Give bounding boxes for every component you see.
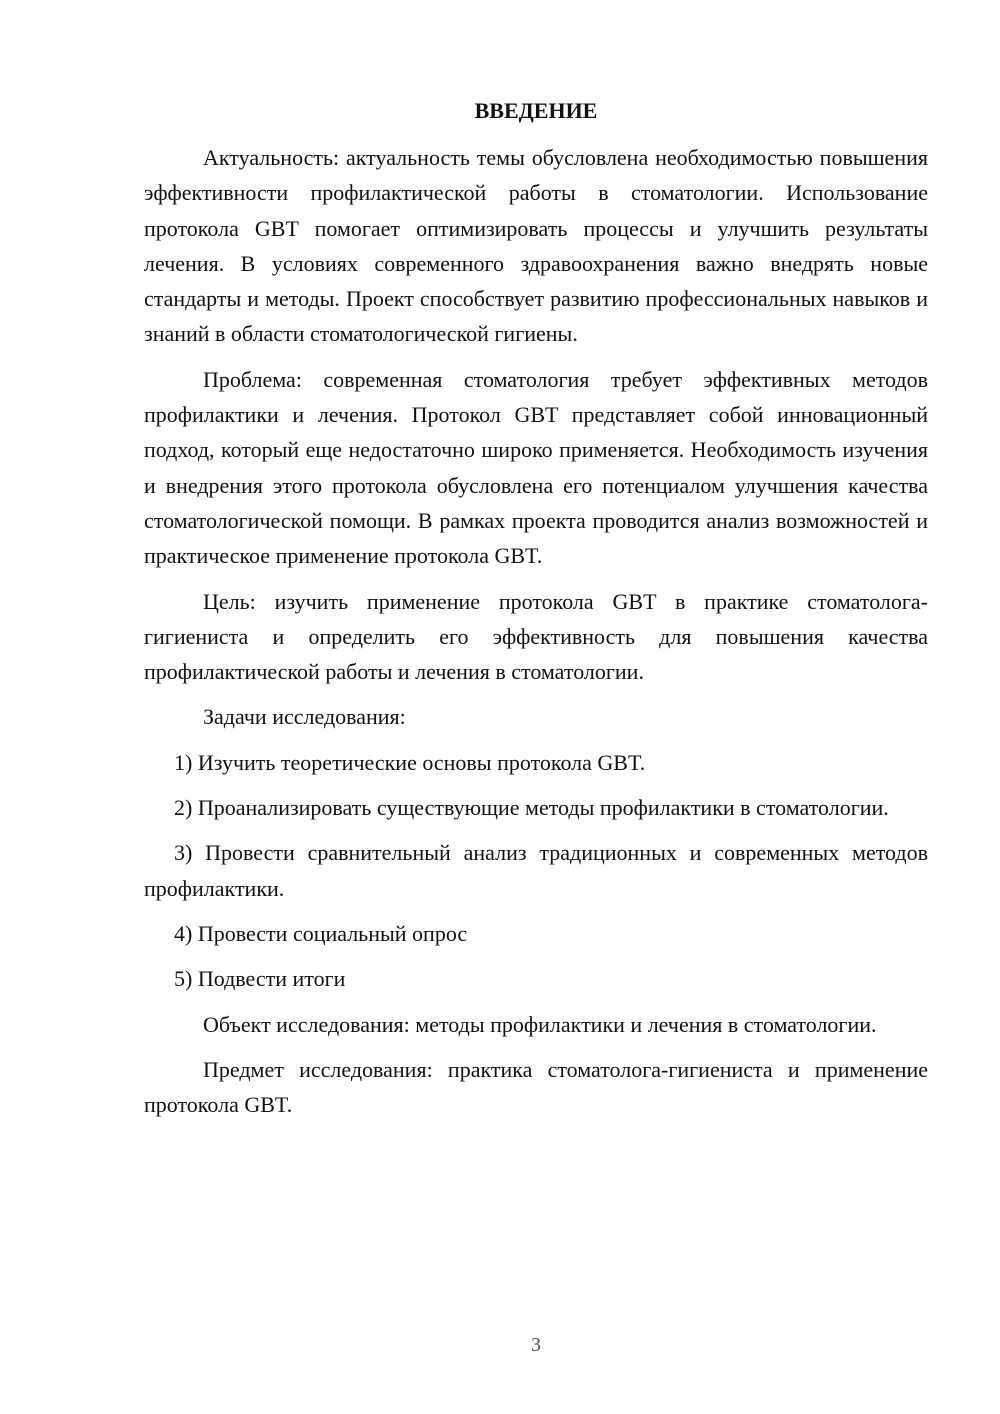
task-item-5: 5) Подвести итоги: [174, 966, 346, 992]
task-item-3: 3) Провести сравнительный анализ традиционных и современных методов профилактики.: [144, 840, 928, 901]
page-number: 3: [531, 1334, 541, 1356]
paragraph-object: Объект исследования: методы профилактики и лечения в стоматологии.: [203, 1011, 877, 1037]
task-item-2: 2) Проанализировать существующие методы профилактики в стоматологии.: [174, 795, 889, 821]
page-title: ВВЕДЕНИЕ: [474, 98, 598, 123]
task-item-1: 1) Изучить теоретические основы протокола GBT.: [174, 749, 646, 775]
paragraph-relevance: Актуальность: актуальность темы обусловлена необходимостью повышения эффективности профилактической работы в стоматологии. Использование протокола GBT помогает оптимизировать процессы и улучшить результаты лечения. В условиях современного здравоохранения важно внедрять новые стандарты и методы. Проект способствует развитию профессиональных навыков и знаний в области стоматологической гигиены.: [144, 145, 928, 347]
paragraph-goal: Цель: изучить применение протокола GBT в практике стоматолога-гигиениста и определить его эффективность для повышения качества профилактической работы и лечения в стоматологии.: [144, 588, 928, 685]
task-item-4: 4) Провести социальный опрос: [174, 920, 468, 946]
paragraph-subject: Предмет исследования: практика стоматолога-гигиениста и применение протокола GBT.: [144, 1056, 928, 1118]
paragraph-tasks-heading: Задачи исследования:: [203, 704, 406, 730]
paragraph-problem: Проблема: современная стоматология требует эффективных методов профилактики и лечения. Протокол GBT представляет собой инновационный подход, который еще недостаточно широко применяется. Необходимость изучения и внедрения этого протокола обусловлена его потенциалом улучшения качества стоматологической помощи. В рамках проекта проводится анализ возможностей и практическое применение протокола GBT.: [144, 366, 928, 569]
document-page: [144, 96, 928, 1132]
